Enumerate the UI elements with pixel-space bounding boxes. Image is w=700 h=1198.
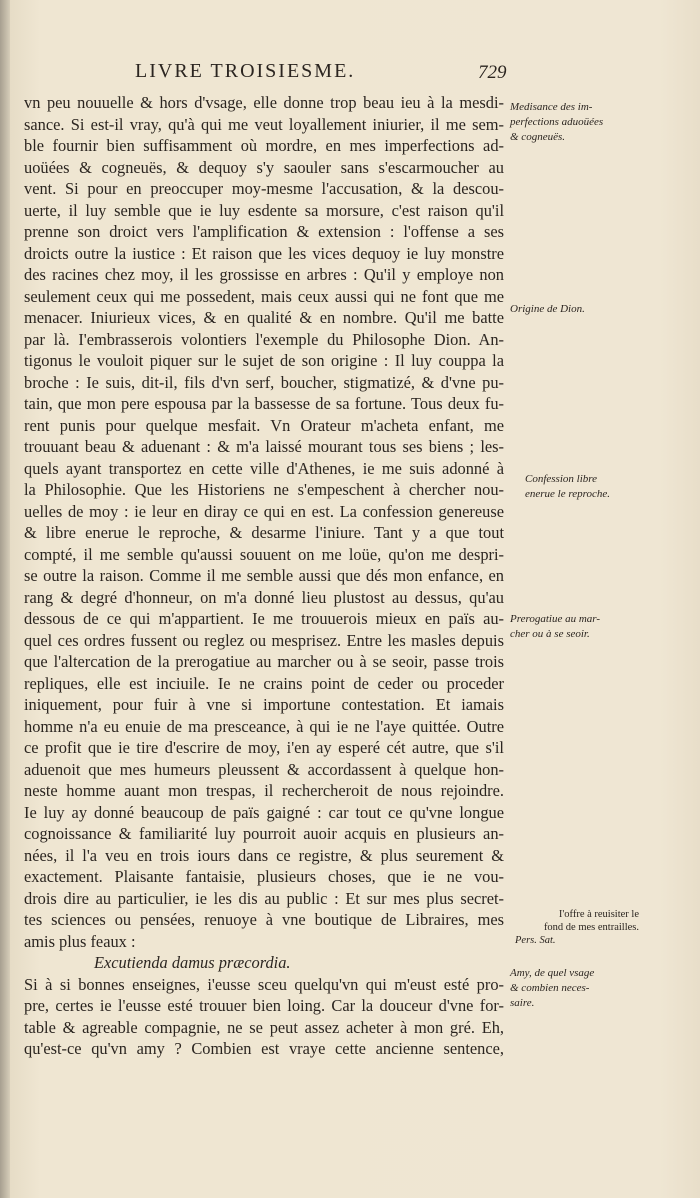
text-line: repliques, elle est inciuile. Ie ne crains point de ceder ou proceder bbox=[24, 673, 504, 693]
running-head: LIVRE TROISIESME. bbox=[135, 60, 356, 82]
marginal-note-line: & cogneuës. bbox=[510, 131, 565, 143]
text-line: neste homme auant mon trespas, il rechercheroit de nous rejoindre. bbox=[24, 781, 504, 800]
text-line: iniquement, pour fuir à vne si importune contestation. Et iamais bbox=[24, 695, 504, 714]
text-line: vent. Si pour en preoccuper moy-mesme l'accusation, & la descou- bbox=[24, 179, 504, 198]
text-line: droicts outre la iustice : Et raison que les vices dequoy ie luy monstre bbox=[24, 243, 504, 263]
text-line: la Philosophie. Que les Historiens ne s'empeschent à chercher nou- bbox=[24, 480, 504, 499]
text-line: compté, il me semble qu'aussi souuent on me loüe, qu'on me despri- bbox=[24, 544, 504, 564]
text-line: sance. Si est-il vray, qu'à qui me veut loyallement iniurier, il me sem- bbox=[24, 114, 504, 134]
marginal-note-medisance bbox=[510, 100, 625, 145]
marginal-note-line: Confession libre bbox=[525, 473, 598, 485]
text-line: se outre la raison. Comme il me semble aussi que dés mon enfance, en bbox=[24, 566, 504, 585]
text-line: homme n'a eu enuie de ma presceance, à qui ie ne l'aye quittée. Outre bbox=[24, 716, 504, 736]
marginal-note-line: cher ou à se seoir. bbox=[510, 628, 590, 640]
text-line: rent punis pour quelque mesfait. Vn Orateur m'acheta enfant, me bbox=[24, 415, 504, 435]
text-line: qu'est-ce qu'vn amy ? Combien est vraye cette ancienne sentence, bbox=[24, 1039, 504, 1058]
text-line: ble fournir bien suffisamment où mordre, en mes imperfections ad- bbox=[24, 136, 504, 155]
text-line: broche : Ie suis, dit-il, fils d'vn serf, boucher, stigmatizé, & d'vne pu- bbox=[24, 372, 504, 392]
text-line: rang & degré d'honneur, on m'a donné lieu plustost au dessus, qu'au bbox=[24, 587, 504, 607]
text-line: uelles de moy : ie leur en diray ce qui en est. La confession genereuse bbox=[24, 501, 504, 521]
text-line: menacer. Iniurieux vices, & en qualité & en nombre. Qu'il me batte bbox=[24, 308, 504, 327]
text-line: prenne son droict vers l'amplification & extension : l'offense a ses bbox=[24, 222, 504, 241]
text-line: amis plus feaux : bbox=[24, 931, 136, 951]
text-line: dessous de ce qui m'appartient. Ie me trouuerois mieux en païs au- bbox=[24, 609, 504, 628]
text-line: aduenoit que mes humeurs pleussent & accordassent à quelque hon- bbox=[24, 759, 504, 779]
text-line: quels ayant transportez en cette ville d'Athenes, ie me suis adonné à bbox=[24, 458, 504, 478]
text-line: tain, que mon pere espousa par la bassesse de sa fortune. Tous deux fu- bbox=[24, 394, 504, 413]
main-text-block bbox=[24, 92, 504, 1060]
text-line: table & agreable compagnie, ne se peut assez acheter à mon gré. Eh, bbox=[24, 1017, 504, 1037]
marginal-note-line: Prerogatiue au mar- bbox=[510, 613, 601, 625]
marginal-note-offre bbox=[515, 908, 639, 947]
text-line: que l'altercation de la prerogatiue au marcher ou à se seoir, passe trois bbox=[24, 652, 504, 671]
marginal-note-line: & combien neces- bbox=[510, 982, 590, 994]
text-line: exactement. Plaisante fantaisie, plusieurs choses, que ie ne vou- bbox=[24, 867, 504, 886]
marginal-note-amy bbox=[510, 966, 625, 1011]
text-line: par là. I'embrasserois volontiers l'exemple du Philosophe Dion. An- bbox=[24, 329, 504, 349]
text-line: nées, il l'a veu en trois iours dans ce registre, & plus seurement & bbox=[24, 845, 504, 865]
marginal-note-line: Origine de Dion. bbox=[510, 303, 585, 315]
marginal-note-confession bbox=[525, 472, 640, 502]
text-line: drois dire au particulier, ie les dis au public : Et sur mes plus secret- bbox=[24, 888, 504, 908]
text-line: pre, certes ie l'eusse esté trouuer bien loing. Car la douceur d'vne for- bbox=[24, 996, 504, 1015]
text-line: uoüées & cogneuës, & dequoy s'y saouler sans s'escarmoucher au bbox=[24, 157, 504, 177]
text-line: tes sciences ou pensées, renuoye à vne boutique de Libraires, mes bbox=[24, 910, 504, 929]
text-line: quel ces ordres fussent ou reglez ou mesprisez. Entre les masles depuis bbox=[24, 630, 504, 650]
text-line: trouuant beau & aduenant : & m'a laissé mourant tous ses biens ; les- bbox=[24, 437, 504, 456]
marginal-note-line: Amy, de quel vsage bbox=[510, 967, 595, 979]
marginal-note-line: saire. bbox=[510, 997, 535, 1009]
text-line: vn peu nouuelle & hors d'vsage, elle donne trop beau ieu à la mesdi- bbox=[24, 93, 504, 112]
marginal-note-line: I'offre à reuisiter le bbox=[558, 909, 639, 920]
page-number: 729 bbox=[478, 62, 507, 83]
marginal-note-prerogatiue bbox=[510, 612, 625, 642]
marginal-note-line: perfections aduoüées bbox=[510, 116, 604, 128]
binding-gutter bbox=[0, 0, 10, 1198]
marginal-note-origine bbox=[510, 302, 625, 317]
text-line: cognoissance & familiarité luy pourroit auoir acquis en plusieurs an- bbox=[24, 824, 504, 843]
latin-quotation: Excutienda damus præcordia. bbox=[94, 953, 291, 972]
text-line: ce profit que ie tire d'escrire de moy, i'en ay esperé cét autre, que s'il bbox=[24, 738, 504, 757]
marginal-note-line: Medisance des im- bbox=[510, 101, 593, 113]
text-line: Ie luy ay donné beaucoup de païs gaigné : car tout ce qu'vne longue bbox=[24, 802, 504, 822]
text-line: tigonus le vouloit piquer sur le sujet de son origine : Il luy couppa la bbox=[24, 351, 504, 370]
marginal-note-line: Pers. Sat. bbox=[515, 935, 556, 946]
text-line: des racines chez moy, il les grossisse en arbres : Qu'il y employe non bbox=[24, 265, 504, 284]
marginal-note-line: fond de mes entrailles. bbox=[543, 922, 639, 933]
text-line: uerte, il luy semble que ie luy esdente sa morsure, c'est raison qu'il bbox=[24, 200, 504, 220]
marginal-note-line: enerue le reproche. bbox=[525, 488, 611, 500]
text-line: Si à si bonnes enseignes, i'eusse sceu quelqu'vn qui m'eust esté pro- bbox=[24, 974, 504, 994]
text-line: seulement ceux qui me possedent, mais ceux aussi qui ne font que me bbox=[24, 286, 504, 306]
text-line: & libre enerue le reproche, & desarme l'iniure. Tant y a que tout bbox=[24, 523, 504, 542]
